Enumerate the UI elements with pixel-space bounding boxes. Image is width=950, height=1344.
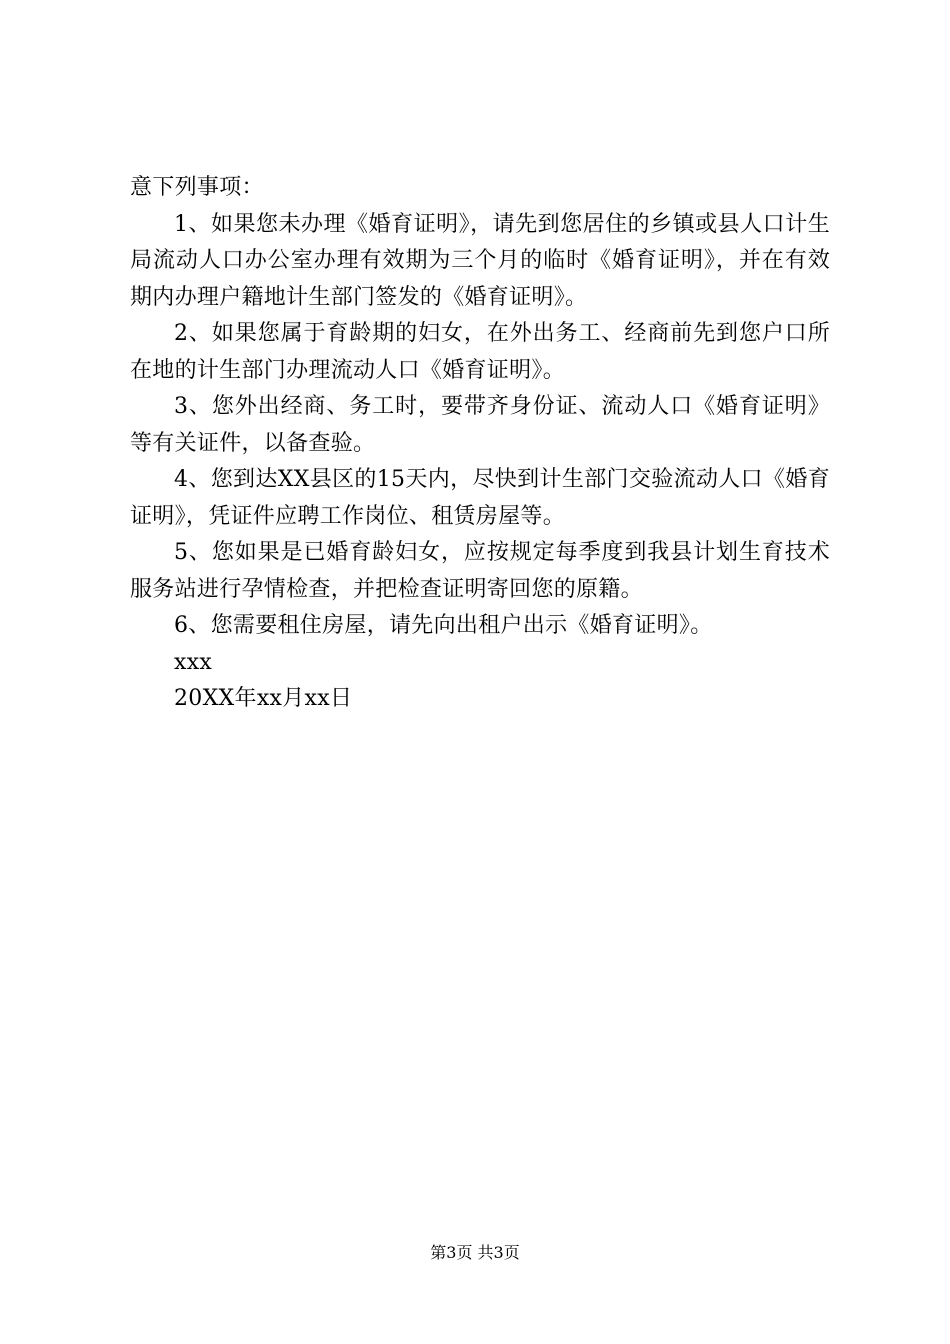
list-item-3: 3、您外出经商、务工时，要带齐身份证、流动人口《婚育证明》等有关证件，以备查验。 xyxy=(130,394,830,456)
date-line: 20XX年xx月xx日 xyxy=(174,686,353,711)
intro-line: 意下列事项： xyxy=(130,175,264,200)
list-item-2: 2、如果您属于育龄期的妇女，在外出务工、经商前先到您户口所在地的计生部门办理流动人口《婚育证明》。 xyxy=(130,321,830,383)
list-item-4: 4、您到达XX县区的15天内，尽快到计生部门交验流动人口《婚育证明》，凭证件应聘工作岗位、租赁房屋等。 xyxy=(130,467,830,529)
list-item-1: 1、如果您未办理《婚育证明》，请先到您居住的乡镇或县人口计生局流动人口办公室办理有效期为三个月的临时《婚育证明》，并在有效期内办理户籍地计生部门签发的《婚育证明》。 xyxy=(130,211,830,310)
page-footer: 第3页 共3页 xyxy=(430,1243,520,1262)
list-item-6: 6、您需要租住房屋，请先向出租户出示《婚育证明》。 xyxy=(174,613,713,638)
document-body xyxy=(130,170,830,718)
signature: xxx xyxy=(174,649,213,675)
list-item-5: 5、您如果是已婚育龄妇女，应按规定每季度到我县计划生育技术服务站进行孕情检查，并把检查证明寄回您的原籍。 xyxy=(130,540,830,602)
